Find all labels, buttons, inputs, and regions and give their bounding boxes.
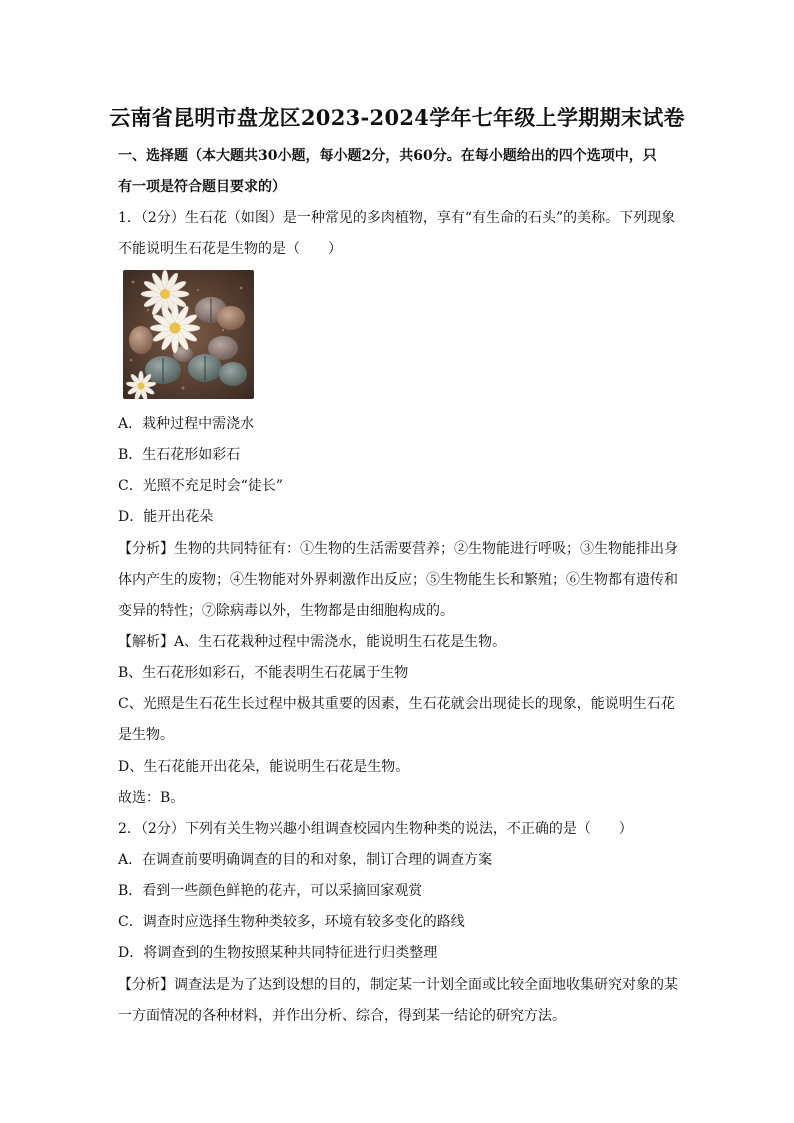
q1-solution-line1: 【解析】A、生石花栽种过程中需浇水，能说明生石花是生物。: [118, 634, 507, 650]
q2-option-d: D．将调查到的生物按照某种共同特征进行归类整理: [118, 945, 438, 961]
q1-option-c: C．光照不充足时会“徒长”: [118, 478, 284, 494]
q2-stem: 2．（2分）下列有关生物兴趣小组调查校园内生物种类的说法，不正确的是（ ）: [118, 821, 633, 837]
q1-option-b: B．生石花形如彩石: [118, 447, 241, 463]
q2-analysis-line2: 一方面情况的各种材料，并作出分析、综合，得到某一结论的研究方法。: [118, 1008, 566, 1024]
q1-analysis-line1: 【分析】生物的共同特征有：①生物的生活需要营养；②生物能进行呼吸；③生物能排出身: [118, 541, 678, 557]
q1-solution-line3: C、光照是生石花生长过程中极其重要的因素，生石花就会出现徒长的现象，能说明生石花: [118, 696, 675, 712]
q2-option-c: C．调查时应选择生物种类较多，环境有较多变化的路线: [118, 914, 465, 930]
q1-option-d: D．能开出花朵: [118, 509, 214, 525]
q1-option-a: A．栽种过程中需浇水: [118, 416, 255, 432]
q1-answer: 故选：B。: [118, 790, 185, 806]
section-heading-line1: 一、选择题（本大题共30小题，每小题2分，共60分。在每小题给出的四个选项中，只: [118, 148, 657, 164]
q1-analysis-line3: 变异的特性；⑦除病毒以外，生物都是由细胞构成的。: [118, 603, 454, 619]
q1-stem-line2: 不能说明生石花是生物的是（ ）: [118, 241, 342, 257]
page-title: 云南省昆明市盘龙区2023-2024学年七年级上学期期末试卷: [109, 105, 685, 130]
section-heading-line2: 有一项是符合题目要求的）: [118, 179, 286, 195]
q1-solution-line5: D、生石花能开出花朵，能说明生石花是生物。: [118, 759, 410, 775]
q1-solution-line4: 是生物。: [118, 727, 174, 743]
lithops-photo: [123, 270, 254, 399]
q2-option-b: B．看到一些颜色鲜艳的花卉，可以采摘回家观赏: [118, 883, 423, 899]
q1-analysis-line2: 体内产生的废物；④生物能对外界刺激作出反应；⑤生物能生长和繁殖；⑥生物都有遗传和: [118, 572, 678, 588]
q1-stem-line1: 1．（2分）生石花（如图）是一种常见的多肉植物，享有“有生命的石头”的美称。下列现象: [118, 210, 676, 226]
q2-analysis-line1: 【分析】调查法是为了达到设想的目的，制定某一计划全面或比较全面地收集研究对象的某: [118, 977, 678, 993]
q1-solution-line2: B、生石花形如彩石，不能表明生石花属于生物: [118, 665, 409, 681]
q2-option-a: A．在调查前要明确调查的目的和对象，制订合理的调查方案: [118, 852, 493, 868]
